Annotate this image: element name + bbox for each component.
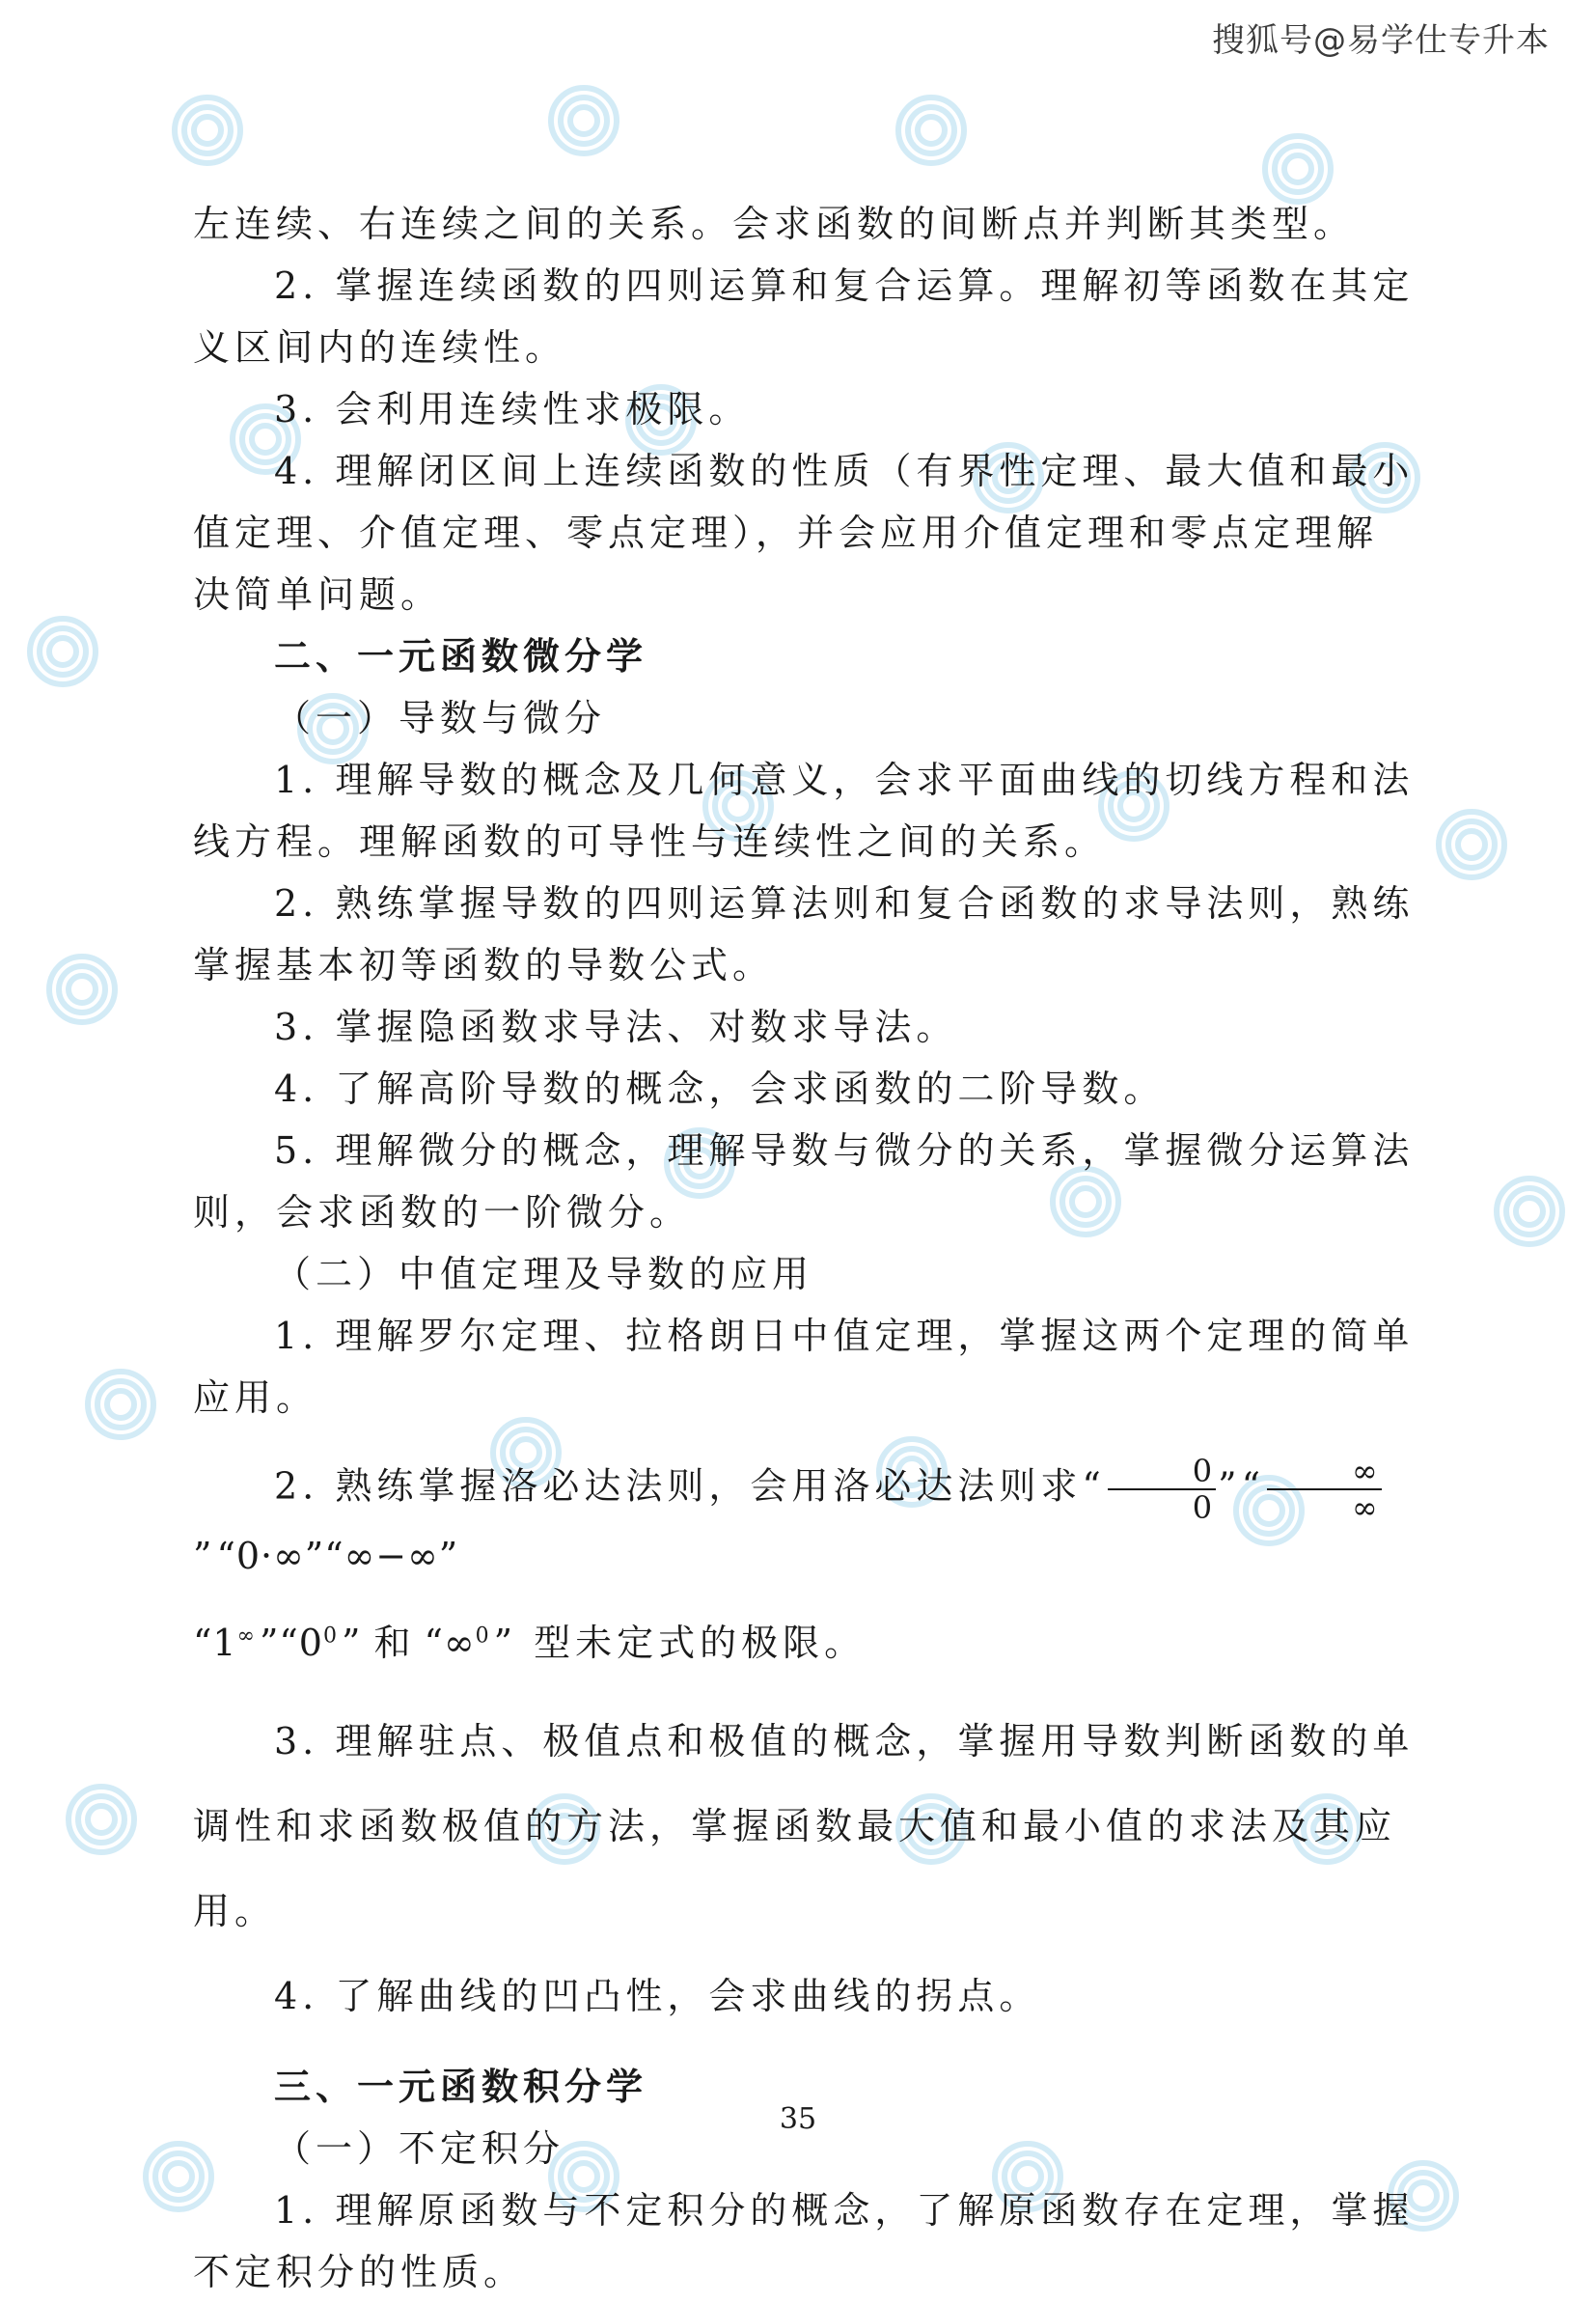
paragraph-differential: 5. 理解微分的概念，理解导数与微分的关系，掌握微分运算法则，会求函数的一阶微分。: [193, 1129, 1415, 1234]
watermark-logo-icon: [19, 579, 183, 705]
quote-close: ”: [193, 1535, 217, 1577]
fraction-numerator: 0: [1108, 1454, 1216, 1490]
watermark-logo-icon: [39, 917, 203, 1042]
paragraph-implicit: 3. 掌握隐函数求导法、对数求导法。: [274, 1006, 958, 1048]
form-one-pow-inf-a: “1: [193, 1622, 237, 1664]
paragraph-continuous-ops: 2. 掌握连续函数的四则运算和复合运算。理解初等函数在其定义区间内的连续性。: [193, 264, 1415, 369]
fraction-zero-over-zero: [1108, 1454, 1216, 1525]
quote-open: “: [1241, 1464, 1266, 1508]
watermark-logo-icon: [1486, 1139, 1596, 1264]
paragraph-higher-order: 4. 了解高阶导数的概念，会求函数的二阶导数。: [274, 1068, 1166, 1110]
subsection-mean-value: （二）中值定理及导数的应用: [274, 1253, 814, 1295]
watermark-logo-icon: [1428, 772, 1592, 898]
form-zero-times-inf: “0·∞”: [216, 1535, 325, 1577]
paragraph-derivative-concept: 1. 理解导数的概念及几何意义，会求平面曲线的切线方程和法线方程。理解函数的可导性与连续性之间的关系。: [193, 759, 1415, 863]
paragraph-antiderivative: 1. 理解原函数与不定积分的概念，了解原函数存在定理，掌握不定积分的性质。: [193, 2189, 1415, 2293]
paragraph-lhopital-forms: [193, 1612, 1418, 1674]
lhopital-lead: 2. 熟练掌握洛必达法则，会用洛必达法则求: [274, 1464, 1083, 1508]
section-heading-differential: 二、一元函数微分学: [274, 635, 648, 678]
superscript: 0: [322, 1623, 342, 1649]
paragraph-lhopital: [193, 1454, 1418, 1587]
quote-open: “: [1082, 1464, 1106, 1508]
section-heading-integral: 三、一元函数积分学: [274, 2066, 648, 2108]
brand-header: 搜狐号@易学仕专升本: [1212, 21, 1550, 60]
paragraph-extrema: 3. 理解驻点、极值点和极值的概念，掌握用导数判断函数的单调性和求函数极值的方法，掌握函数最大值和最小值的求法及其应用。: [193, 1720, 1415, 1932]
forms-tail: ” 型未定式的极限。: [493, 1622, 867, 1664]
paragraph-continuity-relation: 左连续、右连续之间的关系。会求函数的间断点并判断其类型。: [193, 203, 1356, 245]
paragraph-derivative-rules: 2. 熟练掌握导数的四则运算法则和复合函数的求导法则，熟练掌握基本初等函数的导数公式。: [193, 882, 1415, 986]
fraction-inf-over-inf: [1267, 1454, 1382, 1525]
watermark-logo-icon: [540, 48, 704, 174]
watermark-logo-icon: [888, 58, 1052, 183]
form-zero-pow-zero-a: ”“0: [259, 1622, 323, 1664]
form-inf-minus-inf: “∞−∞”: [324, 1535, 459, 1577]
fraction-numerator: ∞: [1267, 1454, 1382, 1490]
quote-close: ”: [1218, 1464, 1242, 1508]
paragraph-closed-interval: 4. 理解闭区间上连续函数的性质（有界性定理、最大值和最小值定理、介值定理、零点定理），并会应用介值定理和零点定理解决简单问题。: [193, 450, 1415, 616]
subsection-indefinite: （一）不定积分: [274, 2127, 565, 2170]
paragraph-concavity: 4. 了解曲线的凹凸性，会求曲线的拐点。: [274, 1975, 1041, 2017]
watermark-logo-icon: [164, 58, 328, 183]
superscript: ∞: [236, 1623, 260, 1649]
form-inf-pow-zero-a: ” 和 “∞: [341, 1622, 476, 1664]
page-number: 35: [779, 2102, 817, 2136]
fraction-denominator: 0: [1192, 1489, 1213, 1526]
fraction-denominator: ∞: [1352, 1489, 1378, 1526]
superscript: 0: [475, 1623, 494, 1649]
paragraph-limit-by-continuity: 3. 会利用连续性求极限。: [274, 388, 751, 430]
document-body: [193, 193, 1418, 2303]
paragraph-rolle: 1. 理解罗尔定理、拉格朗日中值定理，掌握这两个定理的简单应用。: [193, 1315, 1415, 1419]
subsection-derivative: （一）导数与微分: [274, 697, 607, 739]
